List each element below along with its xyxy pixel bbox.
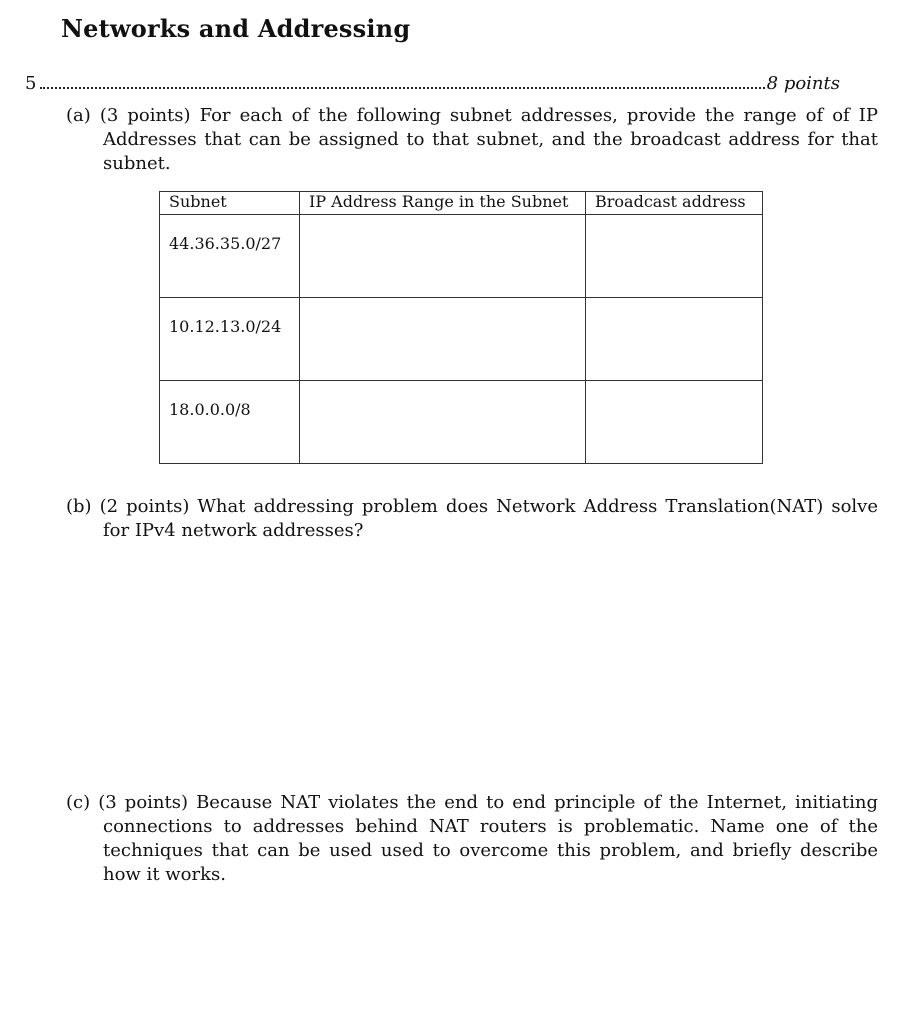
header-broadcast: Broadcast address <box>586 192 763 215</box>
header-subnet: Subnet <box>160 192 300 215</box>
broadcast-answer-cell[interactable] <box>586 381 763 464</box>
section-title: Networks and Addressing <box>61 14 411 43</box>
part-a-label: (a) <box>66 105 91 126</box>
table-row <box>160 215 763 298</box>
table-row <box>160 381 763 464</box>
question-points: 8 points <box>766 73 840 94</box>
table-row <box>160 298 763 381</box>
question-header <box>25 73 840 97</box>
part-a-text: (3 points) For each of the following subnet addresses, provide the range of of IP Addresses that can be assigned to that subnet, and the broadcast address for that subnet. <box>99 105 878 174</box>
part-b-text: (2 points) What addressing problem does Network Address Translation(NAT) solve for IPv4 network addresses? <box>99 496 878 541</box>
ip-range-answer-cell[interactable] <box>300 298 586 381</box>
question-number: 5 <box>25 73 37 94</box>
part-b <box>66 495 878 543</box>
part-a <box>66 104 878 176</box>
ip-range-answer-cell[interactable] <box>300 215 586 298</box>
part-c-label: (c) <box>66 792 91 813</box>
table-header-row <box>160 192 763 215</box>
subnet-table <box>159 191 763 464</box>
ip-range-answer-cell[interactable] <box>300 381 586 464</box>
part-c <box>66 791 878 887</box>
dotted-leader <box>40 73 764 89</box>
subnet-cell: 44.36.35.0/27 <box>160 215 300 298</box>
part-c-text: (3 points) Because NAT violates the end to end principle of the Internet, initiating connections to addresses behind NAT routers is problematic. Name one of the techniques that can be used used to overcome this problem, and briefly describe how it works. <box>98 792 878 885</box>
header-ip-range: IP Address Range in the Subnet <box>300 192 586 215</box>
subnet-cell: 10.12.13.0/24 <box>160 298 300 381</box>
broadcast-answer-cell[interactable] <box>586 298 763 381</box>
part-b-label: (b) <box>66 496 92 517</box>
subnet-cell: 18.0.0.0/8 <box>160 381 300 464</box>
broadcast-answer-cell[interactable] <box>586 215 763 298</box>
